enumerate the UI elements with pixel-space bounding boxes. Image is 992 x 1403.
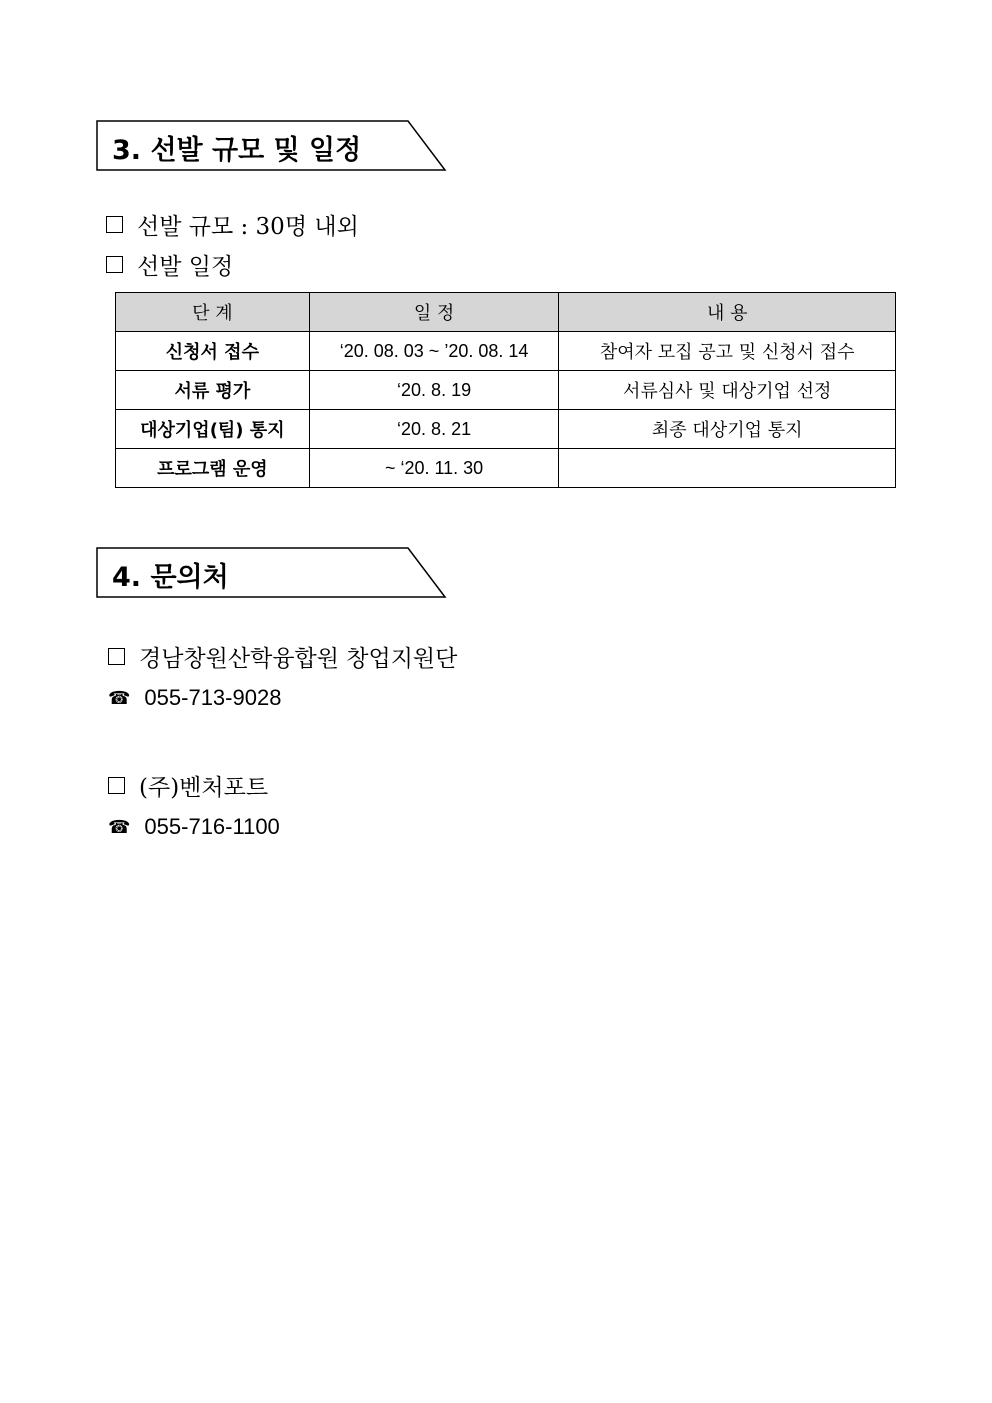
cell-content: [559, 449, 896, 488]
cell-content: 참여자 모집 공고 및 신청서 접수: [559, 332, 896, 371]
empty-square-icon: [106, 256, 123, 273]
contact-name: [108, 640, 457, 673]
contact-phone-text[interactable]: 055-716-1100: [144, 814, 280, 839]
cell-date: ‘20. 08. 03 ~ ’20. 08. 14: [309, 332, 559, 371]
contact-phone-text[interactable]: 055-713-9028: [144, 685, 282, 710]
table-row: [116, 332, 896, 371]
bullet-schedule: [106, 248, 233, 281]
table-header-row: [116, 293, 896, 332]
contact-name-text: 경남창원산학융합원 창업지원단: [139, 646, 458, 672]
contact-name: [108, 769, 268, 802]
section-3-title: [96, 120, 446, 172]
section-4-title: [96, 547, 446, 599]
bullet-scale: [106, 208, 359, 241]
header-stage: 단 계: [116, 293, 310, 332]
cell-stage: 대상기업(팀) 통지: [116, 410, 310, 449]
contact-phone: [108, 814, 280, 840]
contact-phone: [108, 685, 281, 711]
table-row: [116, 449, 896, 488]
bullet-schedule-text: 선발 일정: [137, 254, 234, 280]
header-content: 내 용: [559, 293, 896, 332]
bullet-scale-text: 선발 규모 : 30명 내외: [137, 214, 359, 240]
cell-stage: 프로그램 운영: [116, 449, 310, 488]
cell-date: ~ ‘20. 11. 30: [309, 449, 559, 488]
cell-stage: 서류 평가: [116, 371, 310, 410]
section-4-heading: 4. 문의처: [112, 562, 229, 593]
cell-content: 최종 대상기업 통지: [559, 410, 896, 449]
header-date: 일 정: [309, 293, 559, 332]
section-3-heading: 3. 선발 규모 및 일정: [112, 135, 362, 166]
schedule-table: [115, 292, 896, 488]
cell-date: ‘20. 8. 21: [309, 410, 559, 449]
cell-content: 서류심사 및 대상기업 선정: [559, 371, 896, 410]
empty-square-icon: [106, 216, 123, 233]
cell-stage: 신청서 접수: [116, 332, 310, 371]
telephone-icon: ☎: [108, 687, 131, 708]
empty-square-icon: [108, 777, 125, 794]
table-row: [116, 371, 896, 410]
empty-square-icon: [108, 648, 125, 665]
table-row: [116, 410, 896, 449]
contact-name-text: (주)벤처포트: [139, 775, 269, 801]
cell-date: ‘20. 8. 19: [309, 371, 559, 410]
telephone-icon: ☎: [108, 816, 131, 837]
